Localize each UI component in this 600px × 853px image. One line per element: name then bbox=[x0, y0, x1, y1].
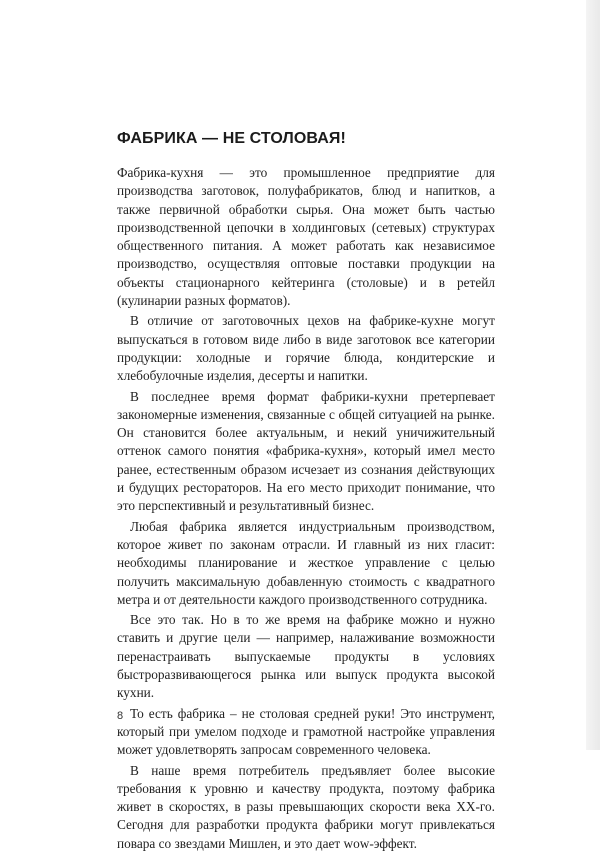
paragraph: В наше время потребитель предъявляет более высокие требования к уровню и качеству продукта, поэтому фабрика живет в скоростях, в разы превышающих скорости века XX-го. Сегодня для разработки продукта фабрики могут привлекаться повара со звездами Мишлен, и это дает wow-эффект. bbox=[117, 762, 495, 851]
paragraph: То есть фабрика – не столовая средней руки! Это инструмент, который при умелом подходе и грамотной настройке управления может удовлетворять запросам современного человека. bbox=[117, 705, 495, 758]
page-edge-shadow bbox=[586, 0, 600, 750]
paragraph: В последнее время формат фабрики-кухни претерпевает закономерные изменения, связанные с общей ситуацией на рынке. Он становится более актуальным, и некий уничижительный оттенок самого понятия «фабрика-кухня», который имел место ранее, естественным образом исчезает из сознания действующих и будущих рестораторов. На его место приходит понимание, что это перспективный и результативный бизнес. bbox=[117, 388, 495, 514]
paragraph: В отличие от заготовочных цехов на фабрике-кухне могут выпускаться в готовом виде либо в виде заготовок все категории продукции: холодные и горячие блюда, кондитерские и хлебобулочные изделия, десерты и напитки. bbox=[117, 313, 495, 384]
page-number: 8 bbox=[117, 710, 124, 722]
paragraph: Фабрика-кухня — это промышленное предприятие для производства заготовок, полуфабрикатов, блюд и напитков, а также первичной обработки сырья. Она может быть частью производственной цепочки в холдинговых (сетевых) структурах общественного питания. А может работать как независимое производство, осуществляя оптовые поставки продукции на объекты стационарного кейтеринга (столовые) и в ретейл (кулинарии разных форматов). bbox=[117, 165, 495, 309]
paragraph: Любая фабрика является индустриальным производством, которое живет по законам отрасли. И главный из них гласит: необходимы планирование и жесткое управление с целью получить максимальную добавленную стоимость с квадратного метра и от деятельности каждого производственного сотрудника. bbox=[117, 518, 495, 607]
paragraph: Все это так. Но в то же время на фабрике можно и нужно ставить и другие цели — например, налаживание возможности перенастраивать выпускаемые продукты в условиях быстроразвивающегося рынка или выпуск продукта высокой кухни. bbox=[117, 612, 495, 701]
section-heading: ФАБРИКА — НЕ СТОЛОВАЯ! bbox=[117, 130, 346, 147]
